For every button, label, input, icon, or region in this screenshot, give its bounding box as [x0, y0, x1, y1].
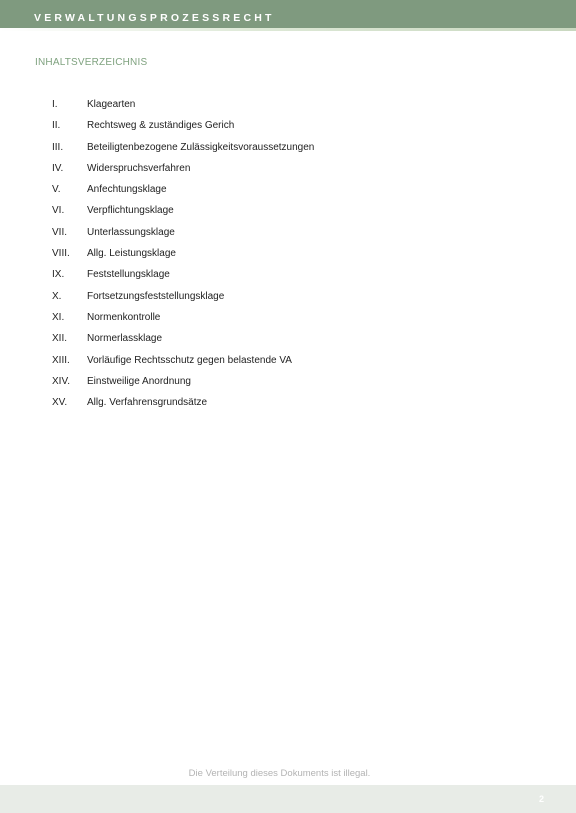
toc-entry-number: XI.	[52, 311, 65, 323]
toc-entry-title: Feststellungsklage	[87, 269, 170, 281]
toc-entry-number: VIII.	[52, 248, 70, 260]
toc-entry-title: Beteiligtenbezogene Zulässigkeitsvoraussetzungen	[87, 141, 315, 153]
header-accent-stripe	[0, 28, 576, 31]
toc-entry-number: I.	[52, 99, 58, 110]
toc-entry-title: Normenkontrolle	[87, 311, 161, 323]
toc-entry-number: XV.	[52, 397, 68, 409]
toc-entry-title: Klagearten	[87, 99, 136, 110]
toc-entry[interactable]	[0, 204, 576, 225]
toc-entry[interactable]	[0, 141, 576, 162]
toc-entry[interactable]	[0, 332, 576, 353]
toc-entry-number: XIV.	[52, 375, 70, 387]
toc-entry-number: V.	[52, 184, 61, 196]
toc-entry-title: Vorläufige Rechtsschutz gegen belastende VA	[87, 354, 292, 366]
toc-entry[interactable]	[0, 354, 576, 375]
toc-entry-title: Einstweilige Anordnung	[87, 375, 191, 387]
toc-entry[interactable]	[0, 226, 576, 247]
document-title: VERWALTUNGSPROZESSRECHT	[34, 12, 275, 24]
toc-entry[interactable]	[0, 396, 576, 417]
toc-entry[interactable]	[0, 247, 576, 268]
toc-entry-number: VI.	[52, 205, 65, 217]
toc-entry[interactable]	[0, 375, 576, 396]
toc-entry[interactable]	[0, 290, 576, 311]
toc-entry[interactable]	[0, 119, 576, 140]
toc-entry-number: XIII.	[52, 354, 70, 366]
toc-entry-number: III.	[52, 141, 64, 153]
toc-entry-number: X.	[52, 290, 62, 302]
toc-entry-title: Rechtsweg & zuständiges Gerich	[87, 120, 235, 132]
toc-entry-title: Unterlassungsklage	[87, 226, 175, 238]
toc-entry-number: IV.	[52, 162, 64, 174]
toc-entry[interactable]	[0, 162, 576, 183]
toc-entry[interactable]	[0, 98, 576, 119]
toc-entry-number: II.	[52, 120, 61, 132]
footer-bar	[0, 785, 576, 813]
table-of-contents	[0, 98, 576, 417]
toc-entry-title: Allg. Verfahrensgrundsätze	[87, 397, 208, 409]
distribution-notice: Die Verteilung dieses Dokuments ist illegal.	[188, 768, 371, 779]
toc-heading: INHALTSVERZEICHNIS	[35, 57, 148, 68]
toc-entry[interactable]	[0, 268, 576, 289]
toc-entry[interactable]	[0, 311, 576, 332]
page-number: 2	[538, 794, 544, 804]
toc-entry-number: XII.	[52, 333, 68, 345]
toc-entry-title: Verpflichtungsklage	[87, 205, 174, 217]
toc-entry-title: Allg. Leistungsklage	[87, 248, 176, 260]
toc-entry-number: IX.	[52, 269, 65, 281]
toc-entry[interactable]	[0, 183, 576, 204]
toc-entry-title: Fortsetzungsfeststellungsklage	[87, 290, 225, 302]
toc-entry-title: Normerlassklage	[87, 333, 163, 345]
toc-entry-number: VII.	[52, 226, 68, 238]
toc-entry-title: Anfechtungsklage	[87, 184, 167, 196]
toc-entry-title: Widerspruchsverfahren	[87, 162, 191, 174]
